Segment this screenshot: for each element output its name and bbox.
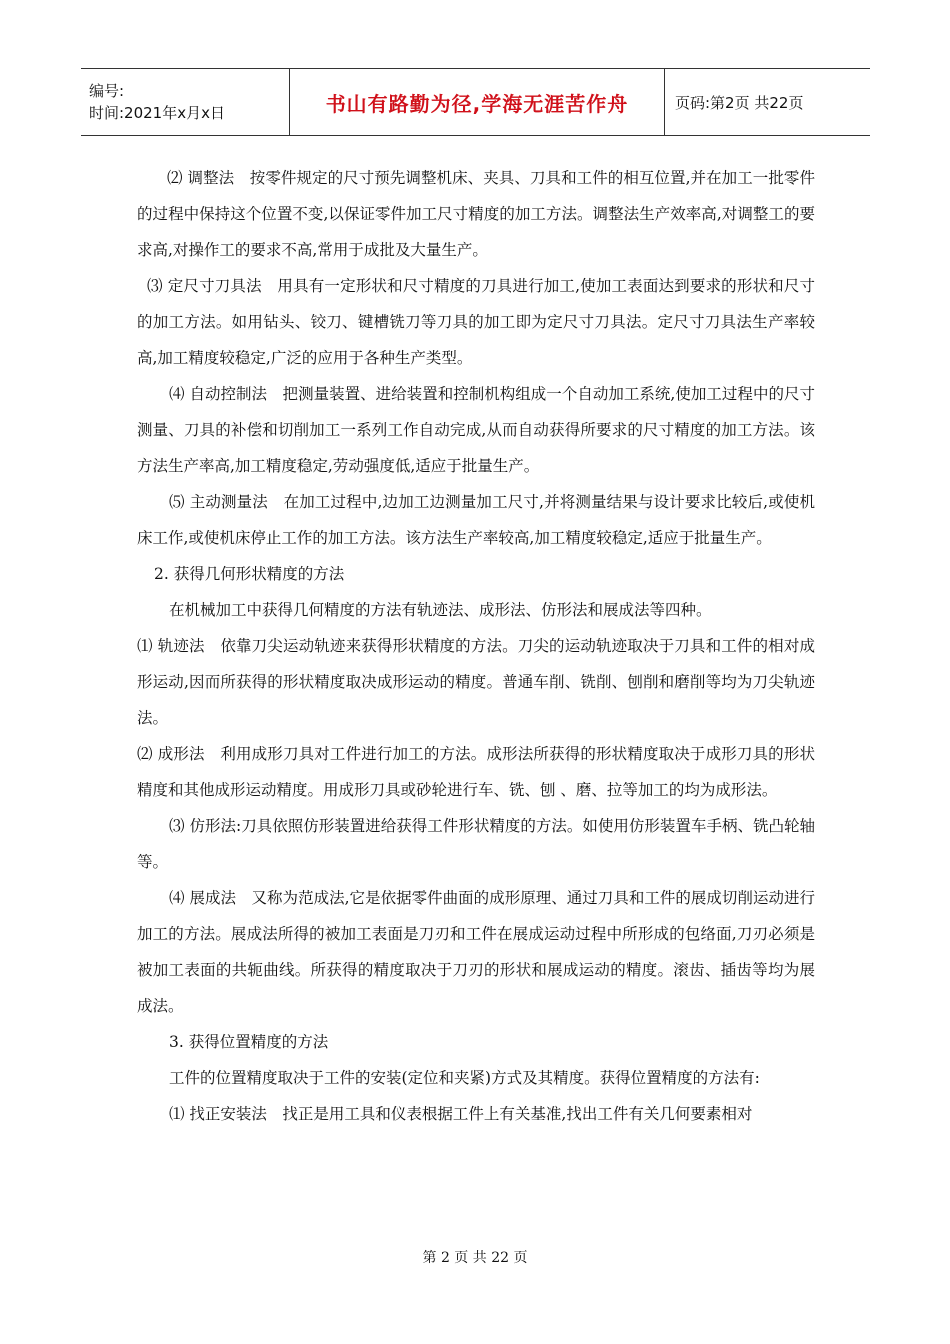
section-heading-position-accuracy: 3. 获得位置精度的方法 (169, 1033, 329, 1051)
page-header (81, 68, 870, 136)
page-footer: 第 2 页 共 22 页 (422, 1250, 528, 1266)
header-page-info: 页码:第2页 共22页 (665, 69, 871, 136)
paragraph-position-accuracy-intro: 工件的位置精度取决于工件的安装(定位和夹紧)方式及其精度。获得位置精度的方法有: (169, 1069, 760, 1087)
header-meta (81, 69, 290, 136)
paragraph-fixed-size-tool-method: ⑶ 定尺寸刀具法 用具有一定形状和尺寸精度的刀具进行加工,使加工表面达到要求的形状和尺寸的加工方法。如用钻头、铰刀、键槽铣刀等刀具的加工即为定尺寸刀具法。定尺寸刀具法生产率较高,加工精度较稳定,广泛的应用于各种生产类型。 (137, 277, 815, 367)
header-motto-cell (290, 69, 665, 136)
paragraph-active-measure-method: ⑸ 主动测量法 在加工过程中,边加工边测量加工尺寸,并将测量结果与设计要求比较后,或使机床工作,或使机床停止工作的加工方法。该方法生产率较高,加工精度较稳定,适应于批量生产。 (137, 493, 815, 547)
document-body (137, 160, 815, 1132)
header-motto: 书山有路勤为径,学海无涯苦作舟 (325, 91, 629, 116)
section-heading-shape-accuracy: 2. 获得几何形状精度的方法 (154, 565, 345, 583)
paragraph-auto-control-method: ⑷ 自动控制法 把测量装置、进给装置和控制机构组成一个自动加工系统,使加工过程中的尺寸测量、刀具的补偿和切削加工一系列工作自动完成,从而自动获得所要求的尺寸精度的加工方法。该方法生产率高,加工精度稳定,劳动强度低,适应于批量生产。 (137, 385, 815, 475)
paragraph-copying-method: ⑶ 仿形法:刀具依照仿形装置进给获得工件形状精度的方法。如使用仿形装置车手柄、铣凸轮轴等。 (137, 817, 815, 871)
paragraph-generating-method: ⑷ 展成法 又称为范成法,它是依据零件曲面的成形原理、通过刀具和工件的展成切削运动进行加工的方法。展成法所得的被加工表面是刀刃和工件在展成运动过程中所形成的包络面,刀刃必须是被加工表面的共轭曲线。所获得的精度取决于刀刃的形状和展成运动的精度。滚齿、插齿等均为展成法。 (137, 889, 815, 1015)
paragraph-shape-accuracy-intro: 在机械加工中获得几何精度的方法有轨迹法、成形法、仿形法和展成法等四种。 (169, 601, 712, 619)
document-number: 编号: (89, 82, 125, 100)
paragraph-forming-method: ⑵ 成形法 利用成形刀具对工件进行加工的方法。成形法所获得的形状精度取决于成形刀具的形状精度和其他成形运动精度。用成形刀具或砂轮进行车、铣、刨 、磨、拉等加工的均为成形法。 (137, 745, 815, 799)
document-date: 时间:2021年x月x日 (89, 104, 225, 122)
paragraph-alignment-method: ⑴ 找正安装法 找正是用工具和仪表根据工件上有关基准,找出工件有关几何要素相对 (169, 1105, 753, 1123)
paragraph-trajectory-method: ⑴ 轨迹法 依靠刀尖运动轨迹来获得形状精度的方法。刀尖的运动轨迹取决于刀具和工件的相对成形运动,因而所获得的形状精度取决成形运动的精度。普通车削、铣削、刨削和磨削等均为刀尖轨迹法。 (137, 637, 815, 727)
paragraph-adjust-method: ⑵ 调整法 按零件规定的尺寸预先调整机床、夹具、刀具和工件的相互位置,并在加工一批零件的过程中保持这个位置不变,以保证零件加工尺寸精度的加工方法。调整法生产效率高,对调整工的要求高,对操作工的要求不高,常用于成批及大量生产。 (137, 169, 815, 259)
